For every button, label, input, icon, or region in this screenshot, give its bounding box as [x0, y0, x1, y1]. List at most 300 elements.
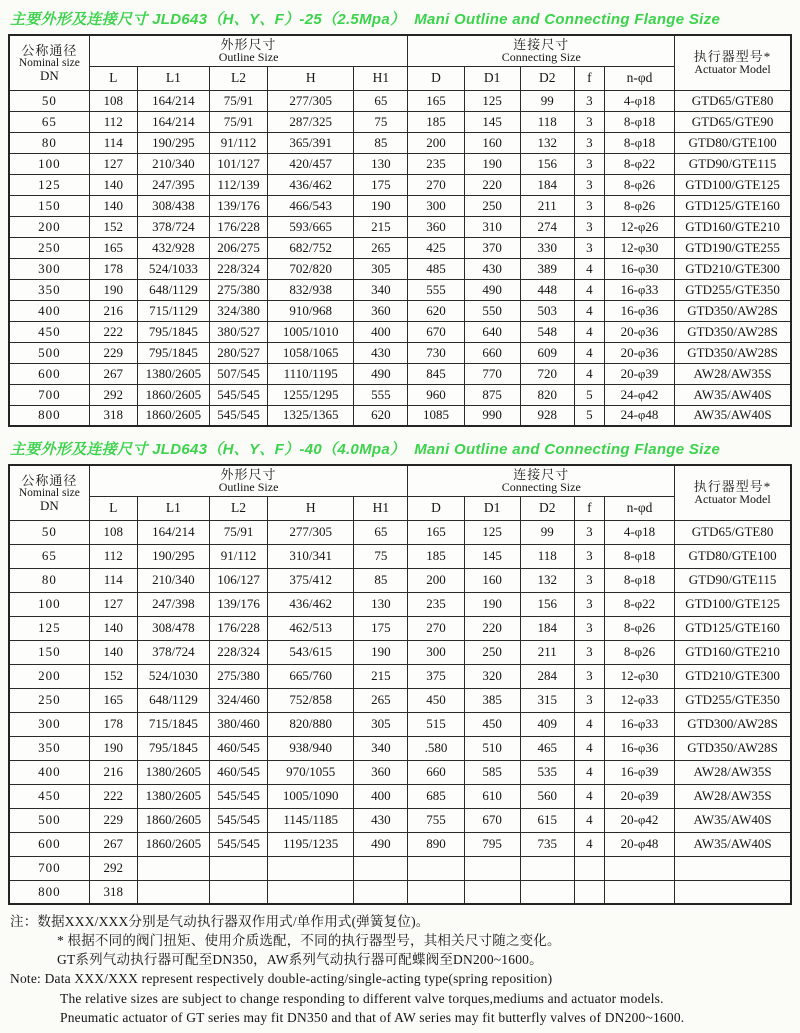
- column-header-D1: D1: [464, 496, 520, 520]
- table-cell: 938/940: [268, 736, 354, 760]
- table-cell: 65: [354, 90, 408, 111]
- table-cell: 400: [9, 760, 89, 784]
- table-cell: 436/462: [268, 174, 354, 195]
- table-cell: 4: [574, 832, 604, 856]
- table-cell: 270: [408, 174, 464, 195]
- table-cell: 216: [89, 300, 137, 321]
- table-cell: 600: [9, 363, 89, 384]
- table-cell: 462/513: [268, 616, 354, 640]
- table-cell: 175: [354, 616, 408, 640]
- column-header-H1: H1: [354, 496, 408, 520]
- table-cell: 466/543: [268, 195, 354, 216]
- table-row: [9, 216, 791, 237]
- table-cell: 450: [464, 712, 520, 736]
- table-cell: 3: [574, 216, 604, 237]
- table-cell: 12-φ30: [604, 664, 674, 688]
- table-cell: 660: [408, 760, 464, 784]
- table-cell: 1005/1090: [268, 784, 354, 808]
- table-row: [9, 384, 791, 405]
- table-row: [9, 237, 791, 258]
- table-cell: 420/457: [268, 153, 354, 174]
- table-cell: GTD160/GTE210: [675, 216, 791, 237]
- table-cell: [520, 856, 574, 880]
- table-cell: 112: [89, 111, 137, 132]
- table-cell: 360: [354, 300, 408, 321]
- table-cell: 485: [408, 258, 464, 279]
- table-row: [9, 736, 791, 760]
- table-cell: 216: [89, 760, 137, 784]
- table-cell: 1860/2605: [137, 832, 209, 856]
- note-en-2: The relative sizes are subject to change responding to different valve torques,mediums and actuator models.: [60, 990, 664, 1006]
- table-cell: 200: [408, 132, 464, 153]
- table-cell: 1255/1295: [268, 384, 354, 405]
- table-row: [9, 616, 791, 640]
- table-cell: 3: [574, 616, 604, 640]
- table-cell: 12-φ33: [604, 688, 674, 712]
- table-cell: 500: [9, 808, 89, 832]
- table-cell: 20-φ42: [604, 808, 674, 832]
- table-cell: 215: [354, 664, 408, 688]
- table-cell: 700: [9, 384, 89, 405]
- table-cell: [209, 856, 267, 880]
- table-cell: 960: [408, 384, 464, 405]
- table-cell: [268, 880, 354, 904]
- table-cell: 4: [574, 712, 604, 736]
- table-cell: GTD350/AW28S: [675, 736, 791, 760]
- table-cell: AW28/AW35S: [675, 363, 791, 384]
- column-header-L1: L1: [137, 66, 209, 90]
- table-cell: 127: [89, 153, 137, 174]
- table-cell: 16-φ30: [604, 258, 674, 279]
- table-cell: 12-φ30: [604, 237, 674, 258]
- table-cell: 3: [574, 568, 604, 592]
- table-cell: 3: [574, 174, 604, 195]
- table-cell: 660: [464, 342, 520, 363]
- table-cell: 340: [354, 279, 408, 300]
- table-cell: 3: [574, 111, 604, 132]
- table-cell: 755: [408, 808, 464, 832]
- table-cell: 112/139: [209, 174, 267, 195]
- table-cell: 99: [520, 520, 574, 544]
- table-cell: 448: [520, 279, 574, 300]
- table-cell: 609: [520, 342, 574, 363]
- table-cell: 16-φ36: [604, 300, 674, 321]
- table1-body: [9, 90, 791, 426]
- table-cell: GTD190/GTE255: [675, 237, 791, 258]
- note-zh-2: * 根据不同的阀门扭矩、使用介质选配，不同的执行器型号，其相关尺寸随之变化。: [57, 933, 561, 949]
- table-cell: 545/545: [209, 808, 267, 832]
- table-cell: 235: [408, 153, 464, 174]
- table-cell: 275/380: [209, 279, 267, 300]
- table-cell: 8-φ22: [604, 153, 674, 174]
- table-cell: 350: [9, 736, 89, 760]
- table-cell: 20-φ36: [604, 321, 674, 342]
- table-cell: [464, 856, 520, 880]
- table-cell: GTD255/GTE350: [675, 688, 791, 712]
- table-cell: 1860/2605: [137, 384, 209, 405]
- table-cell: GTD80/GTE100: [675, 544, 791, 568]
- table-cell: GTD160/GTE210: [675, 640, 791, 664]
- table-cell: 1380/2605: [137, 363, 209, 384]
- table-cell: 50: [9, 520, 89, 544]
- table-cell: 715/1845: [137, 712, 209, 736]
- table-cell: 560: [520, 784, 574, 808]
- table-cell: AW35/AW40S: [675, 405, 791, 426]
- table-cell: 610: [464, 784, 520, 808]
- table-cell: 80: [9, 132, 89, 153]
- table-cell: 735: [520, 832, 574, 856]
- table-row: [9, 342, 791, 363]
- note-zh-3: GT系列气动执行器可配至DN350，AW系列气动执行器可配蝶阀至DN200~1600。: [57, 952, 543, 968]
- table-row: [9, 321, 791, 342]
- table-cell: 730: [408, 342, 464, 363]
- table-cell: 430: [354, 342, 408, 363]
- table-cell: 125: [464, 90, 520, 111]
- table-cell: 308/478: [137, 616, 209, 640]
- table-cell: 795/1845: [137, 342, 209, 363]
- table-cell: 845: [408, 363, 464, 384]
- table-cell: [137, 856, 209, 880]
- column-header-D2: D2: [520, 496, 574, 520]
- table-cell: 375/412: [268, 568, 354, 592]
- table-cell: 101/127: [209, 153, 267, 174]
- table-cell: 890: [408, 832, 464, 856]
- table-cell: 460/545: [209, 736, 267, 760]
- table-cell: 990: [464, 405, 520, 426]
- table-cell: 140: [89, 640, 137, 664]
- table-cell: 910/968: [268, 300, 354, 321]
- table-cell: 670: [408, 321, 464, 342]
- footnotes: [10, 912, 792, 1027]
- table-cell: 3: [574, 592, 604, 616]
- header-outline-size-group: 外形尺寸 Outline Size: [89, 35, 408, 66]
- table-cell: [675, 880, 791, 904]
- table-cell: 178: [89, 258, 137, 279]
- table-cell: 250: [9, 237, 89, 258]
- table-cell: 970/1055: [268, 760, 354, 784]
- table-cell: 1005/1010: [268, 321, 354, 342]
- table-cell: 114: [89, 568, 137, 592]
- header-nominal-size: 公称通径 Nominal size DN: [9, 465, 89, 520]
- table-cell: 1145/1185: [268, 808, 354, 832]
- header-actuator-model: 执行器型号* Actuator Model: [675, 465, 791, 520]
- table-cell: 16-φ33: [604, 279, 674, 300]
- table-cell: GTD350/AW28S: [675, 321, 791, 342]
- table-cell: 118: [520, 544, 574, 568]
- table-cell: 490: [354, 363, 408, 384]
- column-header-H: H: [268, 496, 354, 520]
- table-cell: 378/724: [137, 216, 209, 237]
- table-cell: 715/1129: [137, 300, 209, 321]
- table-cell: 400: [9, 300, 89, 321]
- table-cell: GTD65/GTE80: [675, 90, 791, 111]
- table-row: [9, 90, 791, 111]
- table-cell: 490: [354, 832, 408, 856]
- table-cell: 515: [408, 712, 464, 736]
- table-cell: [520, 880, 574, 904]
- table-cell: 190: [89, 736, 137, 760]
- table-cell: [604, 880, 674, 904]
- table-cell: 265: [354, 688, 408, 712]
- table-cell: [604, 856, 674, 880]
- table-cell: 670: [464, 808, 520, 832]
- table-cell: 3: [574, 544, 604, 568]
- table-cell: 280/527: [209, 342, 267, 363]
- table-cell: 1860/2605: [137, 808, 209, 832]
- table-cell: 220: [464, 616, 520, 640]
- table-cell: 450: [9, 784, 89, 808]
- table-cell: 600: [9, 832, 89, 856]
- table-cell: AW35/AW40S: [675, 808, 791, 832]
- table-cell: 507/545: [209, 363, 267, 384]
- table-cell: 165: [89, 688, 137, 712]
- table-cell: 409: [520, 712, 574, 736]
- column-header-L: L: [89, 66, 137, 90]
- table-cell: 800: [9, 880, 89, 904]
- table-cell: GTD90/GTE115: [675, 568, 791, 592]
- table-cell: 4: [574, 784, 604, 808]
- table-cell: 247/395: [137, 174, 209, 195]
- table-cell: [464, 880, 520, 904]
- table-cell: 702/820: [268, 258, 354, 279]
- table2-title: 主要外形及连接尺寸 JLD643（H、Y、F）-40（4.0Mpa） Mani Outline and Connecting Flange Size: [10, 441, 721, 458]
- table-cell: 8-φ22: [604, 592, 674, 616]
- table-cell: 3: [574, 688, 604, 712]
- table-cell: 360: [408, 216, 464, 237]
- column-header-f: f: [574, 496, 604, 520]
- table-row: [9, 664, 791, 688]
- table-row: [9, 300, 791, 321]
- table-row: [9, 856, 791, 880]
- table-cell: 5: [574, 405, 604, 426]
- table-cell: 250: [464, 195, 520, 216]
- column-header-f: f: [574, 66, 604, 90]
- table-cell: 8-φ26: [604, 616, 674, 640]
- table-cell: 250: [464, 640, 520, 664]
- table-cell: 247/398: [137, 592, 209, 616]
- table-cell: 292: [89, 384, 137, 405]
- table-cell: 555: [408, 279, 464, 300]
- table-cell: 176/228: [209, 216, 267, 237]
- table-row: [9, 279, 791, 300]
- table-cell: 139/176: [209, 195, 267, 216]
- header-connecting-size-group: 连接尺寸 Connecting Size: [408, 465, 675, 496]
- table-cell: 229: [89, 808, 137, 832]
- table-cell: 1058/1065: [268, 342, 354, 363]
- table-cell: 832/938: [268, 279, 354, 300]
- table-cell: 535: [520, 760, 574, 784]
- table-cell: 4: [574, 258, 604, 279]
- table-cell: 140: [89, 195, 137, 216]
- table-cell: 24-φ48: [604, 405, 674, 426]
- table-cell: 380/527: [209, 321, 267, 342]
- table-cell: 3: [574, 90, 604, 111]
- column-header-n-phi-d: n-φd: [604, 66, 674, 90]
- table-cell: GTD255/GTE350: [675, 279, 791, 300]
- table-cell: 20-φ39: [604, 363, 674, 384]
- table-cell: 436/462: [268, 592, 354, 616]
- column-header-H1: H1: [354, 66, 408, 90]
- table-cell: .580: [408, 736, 464, 760]
- table-cell: 1380/2605: [137, 760, 209, 784]
- table-cell: 300: [408, 640, 464, 664]
- table-cell: 8-φ18: [604, 132, 674, 153]
- table-cell: 8-φ18: [604, 544, 674, 568]
- table-row: [9, 111, 791, 132]
- table-cell: AW35/AW40S: [675, 832, 791, 856]
- table-cell: 185: [408, 544, 464, 568]
- table-cell: 4: [574, 736, 604, 760]
- table-cell: 274: [520, 216, 574, 237]
- table-cell: AW28/AW35S: [675, 760, 791, 784]
- table-cell: [137, 880, 209, 904]
- table-cell: 648/1129: [137, 279, 209, 300]
- column-header-L2: L2: [209, 66, 267, 90]
- table-cell: 91/112: [209, 544, 267, 568]
- table-cell: 1860/2605: [137, 405, 209, 426]
- table-cell: 400: [354, 321, 408, 342]
- table-cell: 4: [574, 300, 604, 321]
- table-row: [9, 808, 791, 832]
- table-cell: 305: [354, 258, 408, 279]
- table-row: [9, 405, 791, 426]
- table-cell: 315: [520, 688, 574, 712]
- table-cell: 12-φ26: [604, 216, 674, 237]
- table-cell: 550: [464, 300, 520, 321]
- table-cell: 211: [520, 640, 574, 664]
- table-row: [9, 153, 791, 174]
- table-cell: 200: [9, 664, 89, 688]
- table-cell: 125: [464, 520, 520, 544]
- table-row: [9, 174, 791, 195]
- table-cell: 210/340: [137, 568, 209, 592]
- table-cell: [408, 880, 464, 904]
- table-cell: 400: [354, 784, 408, 808]
- table-cell: 140: [89, 616, 137, 640]
- table-cell: 432/928: [137, 237, 209, 258]
- table-cell: 130: [354, 592, 408, 616]
- table-row: [9, 363, 791, 384]
- table-cell: 284: [520, 664, 574, 688]
- table-cell: 215: [354, 216, 408, 237]
- table-row: [9, 712, 791, 736]
- table-cell: 150: [9, 195, 89, 216]
- table-cell: 165: [89, 237, 137, 258]
- table-cell: 160: [464, 568, 520, 592]
- table-cell: 308/438: [137, 195, 209, 216]
- table-cell: 365/391: [268, 132, 354, 153]
- table-cell: GTD100/GTE125: [675, 174, 791, 195]
- table-cell: 50: [9, 90, 89, 111]
- table-cell: 270: [408, 616, 464, 640]
- table-cell: 3: [574, 664, 604, 688]
- table-cell: 4: [574, 342, 604, 363]
- table-cell: 524/1033: [137, 258, 209, 279]
- table-cell: 4-φ18: [604, 520, 674, 544]
- header-actuator-model: 执行器型号* Actuator Model: [675, 35, 791, 90]
- table-cell: 682/752: [268, 237, 354, 258]
- table-cell: 620: [408, 300, 464, 321]
- table-cell: 685: [408, 784, 464, 808]
- table-cell: 615: [520, 808, 574, 832]
- table-cell: 545/545: [209, 784, 267, 808]
- table-cell: 795/1845: [137, 321, 209, 342]
- table-cell: 222: [89, 784, 137, 808]
- column-header-D1: D1: [464, 66, 520, 90]
- table-cell: 190: [464, 592, 520, 616]
- table-row: [9, 568, 791, 592]
- table-cell: 200: [408, 568, 464, 592]
- table-cell: 190/295: [137, 132, 209, 153]
- table-cell: 65: [354, 520, 408, 544]
- table-cell: 4-φ18: [604, 90, 674, 111]
- table-row: [9, 258, 791, 279]
- table-cell: 220: [464, 174, 520, 195]
- table-cell: 200: [9, 216, 89, 237]
- table-cell: 118: [520, 111, 574, 132]
- table-cell: 375: [408, 664, 464, 688]
- table-cell: 176/228: [209, 616, 267, 640]
- table-cell: [354, 880, 408, 904]
- table-cell: 156: [520, 153, 574, 174]
- table-row: [9, 520, 791, 544]
- table-cell: 80: [9, 568, 89, 592]
- column-header-L1: L1: [137, 496, 209, 520]
- table-cell: 132: [520, 132, 574, 153]
- table-cell: 1380/2605: [137, 784, 209, 808]
- table-cell: 20-φ36: [604, 342, 674, 363]
- table-cell: 108: [89, 90, 137, 111]
- table-cell: 752/858: [268, 688, 354, 712]
- table-cell: 4: [574, 279, 604, 300]
- table-cell: 211: [520, 195, 574, 216]
- table-cell: 265: [354, 237, 408, 258]
- column-header-L: L: [89, 496, 137, 520]
- table-cell: 20-φ48: [604, 832, 674, 856]
- table-cell: 127: [89, 592, 137, 616]
- table-cell: GTD100/GTE125: [675, 592, 791, 616]
- table-cell: 503: [520, 300, 574, 321]
- table-cell: 300: [9, 258, 89, 279]
- table-cell: 585: [464, 760, 520, 784]
- table-cell: 430: [354, 808, 408, 832]
- table-cell: 820/880: [268, 712, 354, 736]
- table-cell: 3: [574, 237, 604, 258]
- column-header-D: D: [408, 496, 464, 520]
- table-cell: GTD300/AW28S: [675, 712, 791, 736]
- table-cell: 164/214: [137, 111, 209, 132]
- table-cell: 430: [464, 258, 520, 279]
- table-cell: 3: [574, 132, 604, 153]
- table-cell: GTD125/GTE160: [675, 195, 791, 216]
- table-cell: 640: [464, 321, 520, 342]
- note-zh-1: 注：数据XXX/XXX分别是气动执行器双作用式/单作用式(弹簧复位)。: [10, 914, 430, 929]
- table-cell: 1110/1195: [268, 363, 354, 384]
- table-cell: 16-φ39: [604, 760, 674, 784]
- table-cell: 4: [574, 363, 604, 384]
- table-cell: 206/275: [209, 237, 267, 258]
- table-cell: 8-φ26: [604, 174, 674, 195]
- table-cell: 795: [464, 832, 520, 856]
- table-cell: 210/340: [137, 153, 209, 174]
- table-cell: 156: [520, 592, 574, 616]
- table-cell: 99: [520, 90, 574, 111]
- table-cell: 1195/1235: [268, 832, 354, 856]
- table-cell: 100: [9, 592, 89, 616]
- table-cell: 164/214: [137, 520, 209, 544]
- table-cell: 380/460: [209, 712, 267, 736]
- table-cell: 145: [464, 544, 520, 568]
